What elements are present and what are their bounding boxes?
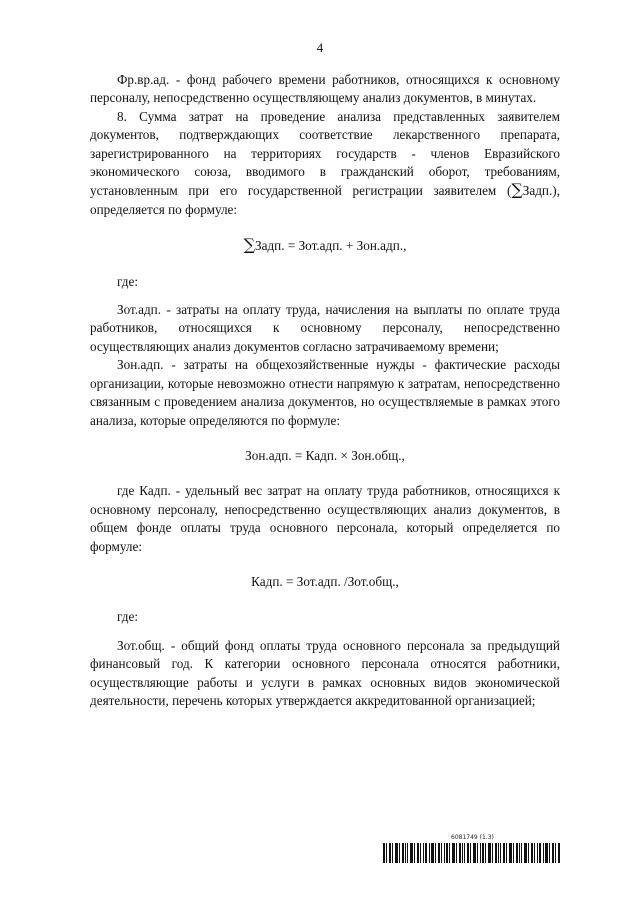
paragraph-item-8-text: 8. Сумма затрат на проведение анализа представленных заявителем документов, подтверждающих соответствие лекарственного препарата, зарегистрированного на территориях государств - членов Евразийского экономического союза, вводимого в гражданский оборот, требованиям, установленным при его государственной регистрации заявителем [90, 108, 560, 199]
formula-sum-sign: ∑ [243, 235, 256, 255]
barcode-icon [383, 843, 561, 863]
formula-total-cost-text: Задп. = Зот.адп. + Зон.адп., [255, 238, 407, 254]
where-label-2: где: [117, 609, 138, 625]
document-barcode [383, 834, 561, 863]
paragraph-item-8-tail: ), определяется по формуле: [90, 183, 560, 217]
barcode-number: 6081749 (1.3) [451, 834, 494, 841]
document-body [90, 71, 560, 710]
sum-symbol: Задп. [522, 183, 553, 199]
paragraph-k-adp: где Кадп. - удельный вес затрат на оплату труда работников, относящихся к основному персоналу, непосредственно осуществляющих анализ документов, в общем фонде оплаты труда основного персонала, который определяется по формуле: [90, 483, 560, 554]
sum-sign: ∑ [511, 180, 523, 200]
paragraph-zon-adp: Зон.адп. - затраты на общехозяйственные нужды - фактические расходы организации, которые невозможно отнести напрямую к затратам, непосредственно связанным с проведением анализа документов, но осуществляемые в рамках этого анализа, которые определяются по формуле: [90, 357, 560, 428]
paragraph-zot-adp: Зот.адп. - затраты на оплату труда, начисления на выплаты по оплате труда работников, относящихся к основному персоналу, непосредственно осуществляющих анализ документов согласно затрачиваемому времени; [90, 302, 560, 354]
page-number: 4 [316, 40, 324, 55]
where-label: где: [117, 273, 138, 289]
paragraph-zot-obsch: Зот.общ. - общий фонд оплаты труда основного персонала за предыдущий финансовый год. К категории основного персонала относятся работники, осуществляющие работы и услуги в рамках основных видов экономической деятельности, перечень которых утверждается аккредитованной организацией; [90, 637, 560, 708]
paren-open: ( [506, 183, 512, 199]
paragraph-fr-vr-ad: Фр.вр.ад. - фонд рабочего времени работников, относящихся к основному персоналу, непосредственно осуществляющему анализ документов, в минутах. [90, 72, 560, 106]
paragraph-item-8 [90, 108, 560, 219]
formula-k-adp: Кадп. = Зот.адп. /Зот.общ., [251, 573, 399, 589]
formula-total-cost [90, 236, 560, 255]
formula-zon-adp: Зон.адп. = Кадп. × Зон.общ., [245, 447, 405, 463]
